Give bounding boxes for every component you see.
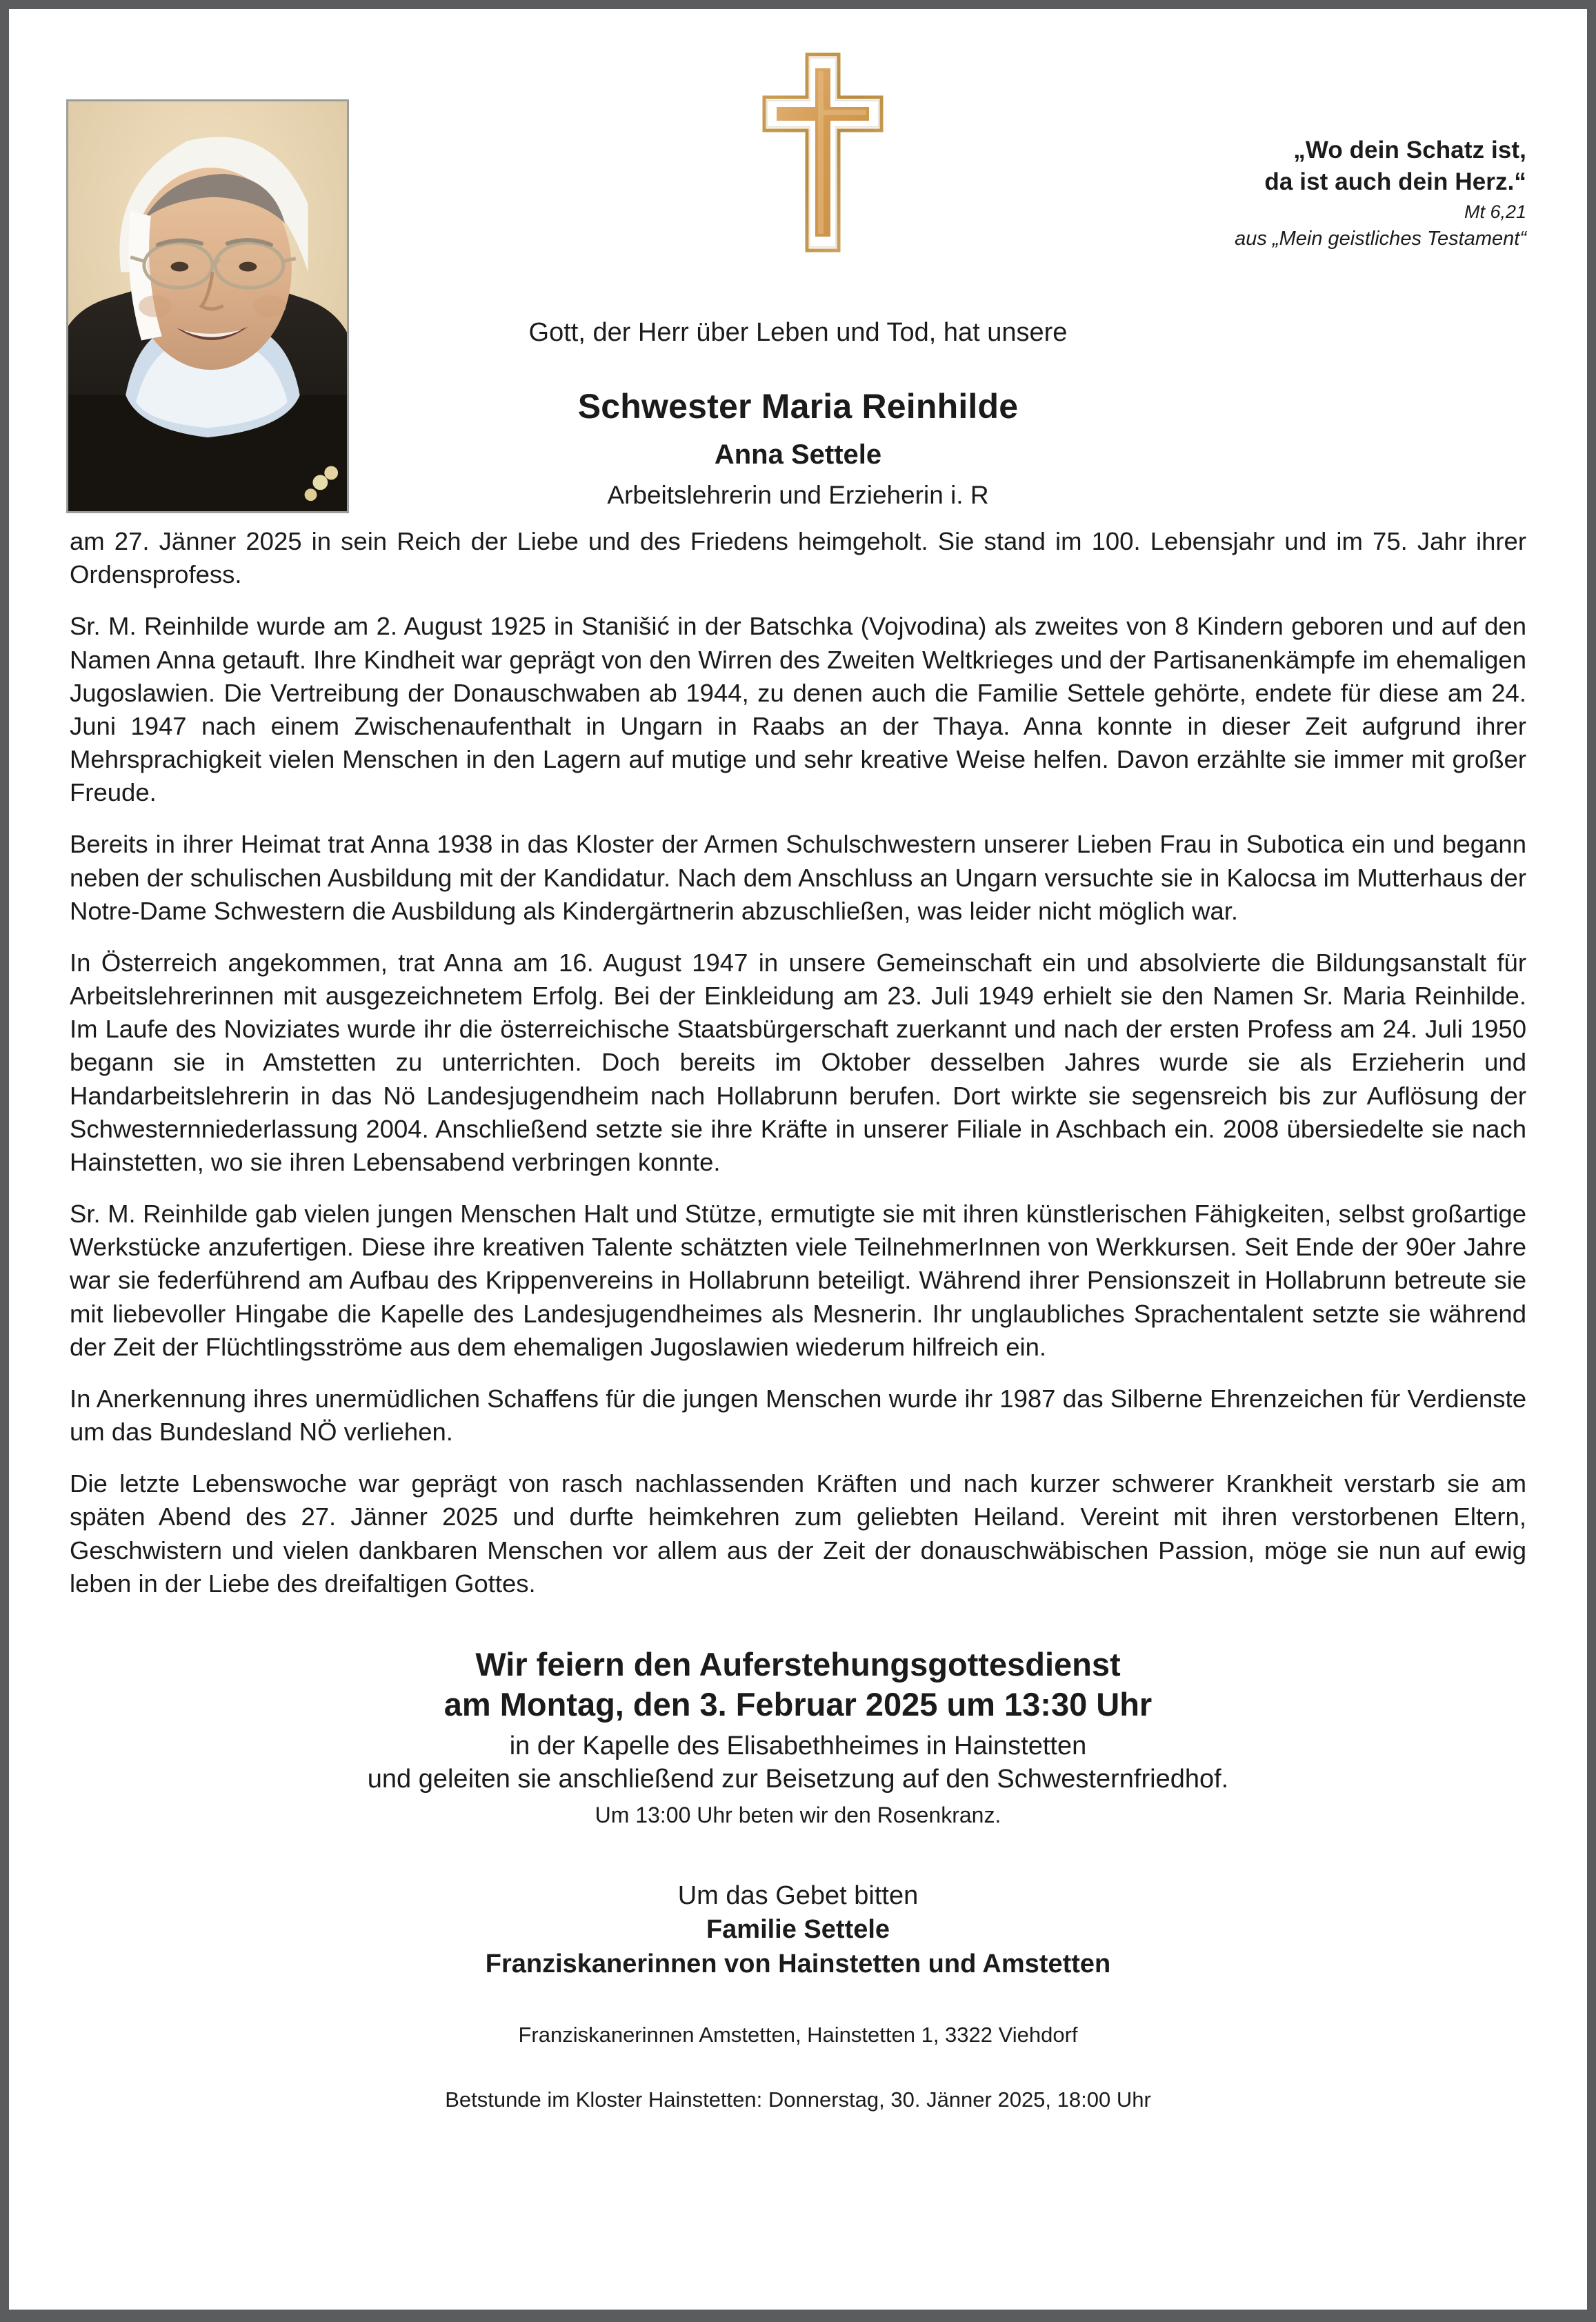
paragraph: am 27. Jänner 2025 in sein Reich der Liebe und des Friedens heimgeholt. Sie stand im 100. Lebensjahr und im 75. Jahr ihrer Ordensprofess.: [70, 527, 1526, 589]
footer-address: Franziskanerinnen Amstetten, Hainstetten 1, 3322 Viehdorf: [518, 2022, 1078, 2047]
service-headline-1: Wir feiern den Auferstehungsgottesdienst: [475, 1645, 1121, 1683]
quote-reference: Mt 6,21: [1464, 201, 1526, 222]
quote-line-1: „Wo dein Schatz ist,: [1293, 137, 1526, 163]
paragraph: In Österreich angekommen, trat Anna am 16. August 1947 in unsere Gemeinschaft ein und absolvierte die Bildungsanstalt für Arbeitslehrerinnen mit ausgezeichnetem Erfolg. Bei der Einkleidung am 23. Juli 1949 erhielt sie den Namen Sr. Maria Reinhilde. Im Laufe des Noviziates wurde ihr die österreichische Staatsbürgerschaft zuerkannt und nach der ersten Profess am 24. Juli 1950 begann sie in Amstetten zu unterrichten. Doch bereits im Oktober desselben Jahres wurde sie als Erzieherin und Handarbeitslehrerin in das Nö Landesjugendheim nach Hollabrunn berufen. Dort wirkte sie segensreich bis zur Auflösung der Schwesternniederlassung 2004. Anschließend setzte sie ihre Kräfte in unserer Filiale in Aschbach ein. 2008 übersiedelte sie nach Hainstetten, wo sie ihren Lebensabend verbringen konnte.: [70, 948, 1526, 1176]
quote-source: aus „Mein geistliches Testament“: [1235, 228, 1526, 250]
paragraph: Bereits in ihrer Heimat trat Anna 1938 in das Kloster der Armen Schulschwestern unserer Lieben Frau in Subotica ein und begann neben der schulischen Ausbildung mit der Kandidatur. Nach dem Anschluss an Ungarn versuchte sie in Kalocsa im Mutterhaus der Notre-Dame Schwestern die Ausbildung als Kindergärtnerin abzuschließen, was leider nicht möglich war.: [70, 830, 1526, 925]
obituary-body: [70, 492, 1526, 2112]
paragraph: Die letzte Lebenswoche war geprägt von rasch nachlassenden Kräften und nach kurzer schwerer Krankheit verstarb sie am späten Abend des 27. Jänner 2025 und durfte heimkehren zum geliebten Heiland. Vereint mit ihren verstorbenen Eltern, Geschwistern und vielen dankbaren Menschen vor allem aus der Zeit der donauschwäbischen Passion, möge sie nun auf ewig leben in der Liebe des dreifaltigen Gottes.: [70, 1469, 1526, 1598]
prayer-request: [70, 1879, 1526, 1981]
card-footer: [70, 2023, 1526, 2112]
paragraph: Sr. M. Reinhilde wurde am 2. August 1925 in Stanišić in der Batschka (Vojvodina) als zweites von 8 Kindern geboren und auf den Namen Anna getauft. Ihre Kindheit war geprägt von den Wirren des Zweiten Weltkrieges und der Partisanenkämpfe im ehemaligen Jugoslawien. Die Vertreibung der Donauschwaben ab 1944, zu denen auch die Familie Settele gehörte, endete für diese am 24. Juni 1947 nach einem Zwischenaufenthalt in Ungarn in Raabs an der Thaya. Anna konnte in dieser Zeit aufgrund ihrer Mehrsprachigkeit vielen Menschen in den Lagern auf mutige und sehr kreative Weise helfen. Davon erzählte sie immer mit großer Freude.: [70, 612, 1526, 807]
civil-name: Anna Settele: [714, 439, 882, 470]
quote-line-2: da ist auch dein Herz.“: [1264, 168, 1526, 195]
intro-line: Gott, der Herr über Leben und Tod, hat unsere: [528, 318, 1068, 347]
service-rosary: Um 13:00 Uhr beten wir den Rosenkranz.: [595, 1802, 1001, 1827]
service-headline-2: am Montag, den 3. Februar 2025 um 13:30 Uhr: [443, 1686, 1153, 1723]
footer-vigil: Betstunde im Kloster Hainstetten: Donnerstag, 30. Jänner 2025, 18:00 Uhr: [445, 2087, 1151, 2112]
service-location: in der Kapelle des Elisabethheimes in Hainstetten: [509, 1731, 1087, 1760]
scripture-quote: [1235, 135, 1526, 252]
memorial-card-page: [9, 9, 1587, 2310]
service-announcement: [70, 1645, 1526, 1828]
religious-name: Schwester Maria Reinhilde: [577, 387, 1019, 426]
card-header: [9, 9, 1587, 509]
prayer-family: Familie Settele: [706, 1915, 890, 1945]
latin-cross-icon: [757, 49, 888, 256]
service-procession: und geleiten sie anschließend zur Beisetzung auf den Schwesternfriedhof.: [367, 1765, 1229, 1794]
prayer-lead: Um das Gebet bitten: [677, 1881, 919, 1910]
paragraph: In Anerkennung ihres unermüdlichen Schaffens für die jungen Menschen wurde ihr 1987 das Silberne Ehrenzeichen für Verdienste um das Bundesland NÖ verliehen.: [70, 1384, 1526, 1447]
paragraph: Sr. M. Reinhilde gab vielen jungen Menschen Halt und Stütze, ermutigte sie mit ihren künstlerischen Fähigkeiten, selbst großartige Werkstücke anzufertigen. Diese ihre kreativen Talente schätzten viele TeilnehmerInnen von Werkkursen. Seit Ende der 90er Jahre war sie federführend am Aufbau des Krippenvereins in Hollabrunn beteiligt. Während ihrer Pensionszeit in Hollabrunn betreute sie mit liebevoller Hingabe die Kapelle des Landesjugendheimes als Mesnerin. Ihr unglaubliches Sprachentalent setzte sie während der Zeit der Flüchtlingsströme aus dem ehemaligen Jugoslawien wiederum hilfreich ein.: [70, 1200, 1526, 1361]
cross-graphic: [757, 49, 888, 256]
prayer-order: Franziskanerinnen von Hainstetten und Amstetten: [485, 1949, 1111, 1978]
role-title: Arbeitslehrerin und Erzieherin i. R: [607, 481, 989, 509]
